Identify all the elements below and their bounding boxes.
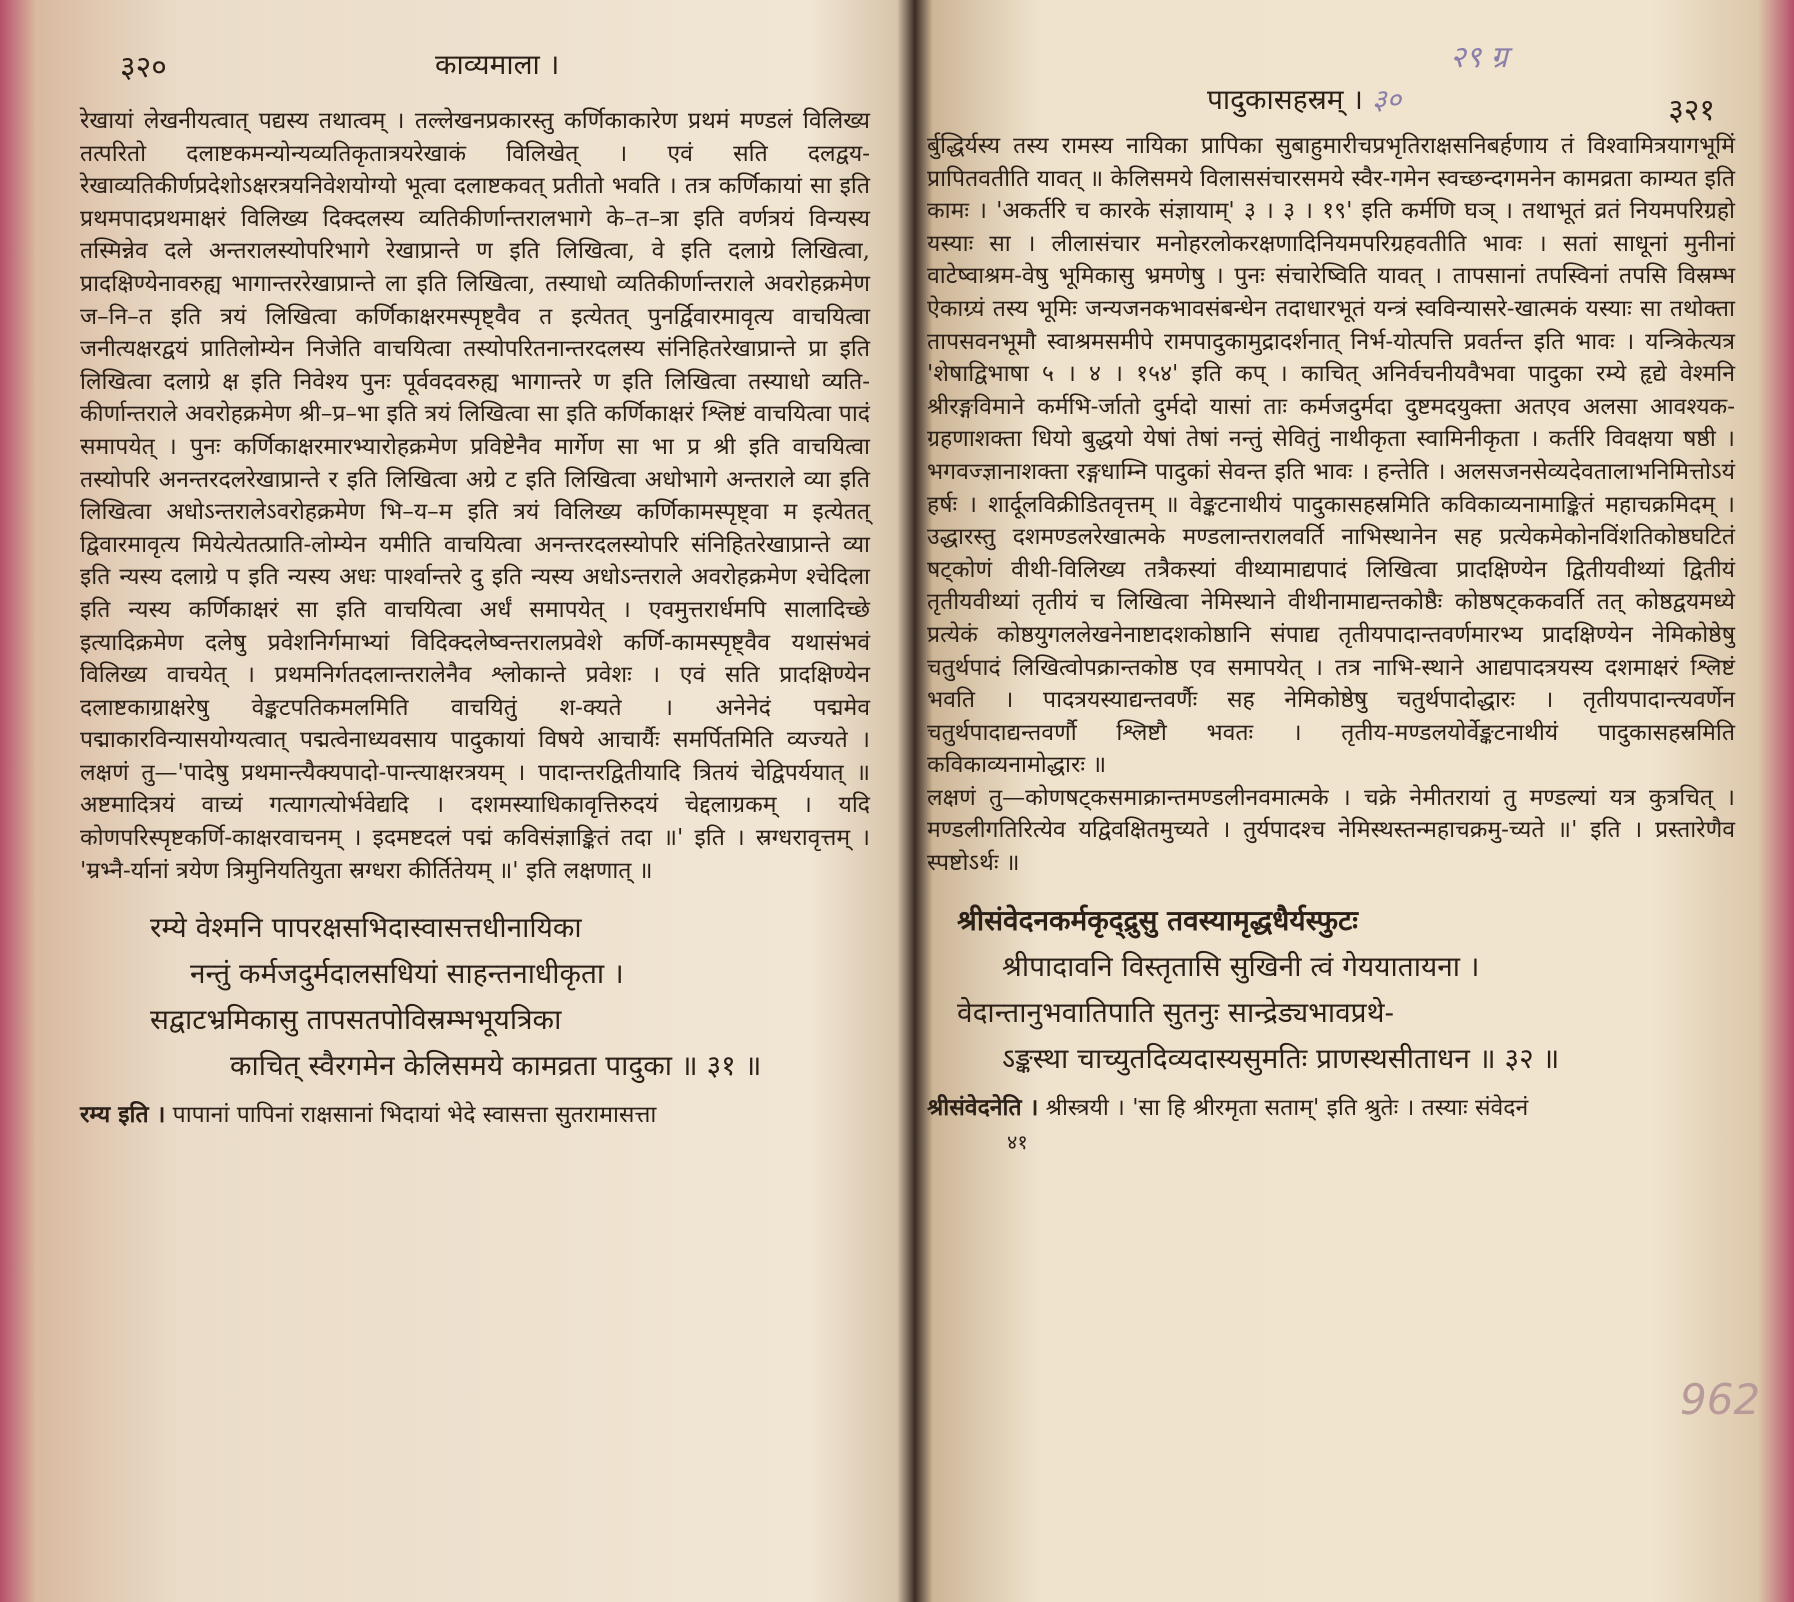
right-commentary-lemma: श्रीसंवेदनेति । [927, 1093, 1039, 1121]
pencil-folio-number: ३० [1371, 83, 1402, 116]
right-verse-line-4: ऽङ्कस्था चाच्युतदिव्यदास्यसुमतिः प्राणस्थसीताधन ॥ ३२ ॥ [1002, 1041, 1560, 1075]
right-commentary-text: र्बुद्धिर्यस्य तस्य रामस्य नायिका प्रापिका सुबाहुमारीचप्रभृतिराक्षसनिबर्हणाय तं विश्वामित्रयागभूमिं प्रापितवतीति यावत् ॥ केलिसमये विलाससंचारसमये स्वैर-गमेन स्वच्छन्दगमनेन कामव्रता काम्यत इति कामः । 'अकर्तरि च कारके संज्ञायाम्' ३ । ३ । १९' इति कर्मणि घञ् । तथाभूतं व्रतं नियमपरिग्रहो यस्याः सा । लीलासंचार मनोहरलोकरक्षणादिनियमपरिग्रहवतीति भावः । सतां साधूनां मुनीनां वाटेष्वाश्रम-वेषु भूमिकासु भ्रमणेषु । पुनः संचारेष्विति यावत् । तापसानां तपस्विनां तपसि विस्रम्भ ऐकाग्र्यं तस्य भूमिः जन्यजनकभावसंबन्धेन तदाधारभूतं यन्त्रं स्वविन्यासरे-खात्मकं यस्याः सा तथोक्ता तापसवनभूमौ स्वाश्रमसमीपे रामपादुकामुद्रादर्शनात् निर्भ-योत्पत्ति प्रवर्तन्त इति भावः । यन्त्रिकेत्यत्र 'शेषाद्विभाषा ५ । ४ । १५४' इति कप् । काचित् अनिर्वचनीयवैभवा पादुका रम्ये हृद्ये वेश्मनि श्रीरङ्गविमाने कर्मभि-र्जातो दुर्मदो यासां ताः कर्मजदुर्मदा दुष्टमदयुक्ता अतएव अलसा आवश्यक-ग्रहणाशक्ता धियो बुद्धयो येषां तेषां नन्तुं सेवितुं नाथीकृता स्वामिनीकृता । कर्तरि विवक्षया षष्ठी । भगवज्ज्ञानाशक्ता रङ्गधाम्नि पादुकां सेवन्त इति भावः । हन्तेति । अलसजनसेव्यदेवतालाभनिमित्तोऽयं हर्षः । शार्दूलविक्रीडितवृत्तम् ॥ वेङ्कटनाथीयं पादुकासहस्रमिति कविकाव्यनामाङ्कितं महाचक्रमिदम् । उद्धारस्तु दशमण्डलरेखात्मके मण्डलान्तरालवर्ति नाभिस्थानेन सह प्रत्येकमेकोनविंशतिकोष्ठघटितं षट्कोणं वीथी-विलिख्य तत्रैकस्यां वीथ्यामाद्यपादं लिखित्वा प्रादक्षिण्येन द्वितीयवीथ्यां द्वितीयं तृतीयवीथ्यां तृतीयं च लिखित्वा नेमिस्थाने वीथीनामाद्यन्तकोष्ठैः कोष्ठषट्ककवर्ति तत् कोष्ठद्वयमध्ये प्रत्येकं कोष्ठयुगललेखनेनाष्टादशकोष्ठानि संपाद्य तृतीयपादान्तवर्णमारभ्य प्रादक्षिण्येन नेमिकोष्ठेषु चतुर्थपादं लिखित्वोपक्रान्तकोष्ठ एव समापयेत् । तत्र नाभि-स्थाने आद्यपादत्रयस्य दशमाक्षरं श्लिष्टं भवति । पादत्रयस्याद्यन्तवर्णैः सह नेमिकोष्ठेषु चतुर्थपादोद्धारः । तृतीयपादान्त्यवर्णेन चतुर्थपादाद्यन्तवर्णौ श्लिष्टौ भवतः । तृतीय-मण्डलयोर्वेङ्कटनाथीयं पादुकासहस्रमिति कविकाव्यनामोद्धारः ॥ [927, 133, 1735, 779]
pencil-corner-note: २९ ग्र [1450, 40, 1508, 75]
left-page [40, 0, 900, 1602]
right-running-title-text: पादुकासहस्रम् । [1207, 83, 1364, 116]
left-page-number: ३२० [120, 50, 167, 85]
left-commentary [80, 105, 870, 887]
left-verse-line-2: नन्तुं कर्मजदुर्मदालसधियां साहन्तनाधीकृता । [190, 957, 624, 991]
left-running-head [80, 45, 870, 105]
left-verse-line-3: सद्वाटभ्रमिकासु तापसतपोविस्रम्भभूयत्रिका [150, 1003, 562, 1037]
left-verse [80, 905, 870, 1089]
signature-mark: ४१ [1007, 1130, 1028, 1155]
left-verse-line-4: काचित् स्वैरगमेन केलिसमये कामव्रता पादुका ॥ ३१ ॥ [230, 1049, 762, 1083]
left-commentary-start [80, 1099, 870, 1132]
right-laksana-text: लक्षणं तु—कोणषट्कसमाक्रान्तमण्डलीनवमात्मके । चक्रे नेमीतरायां तु मण्डल्यां यत्र कुत्रचित् । मण्डलीगतिरित्येव यद्विवक्षितमुच्यते । तुर्यपादश्च नेमिस्थस्तन्महाचक्रमु-च्यते ॥' इति । प्रस्तारेणैव स्पष्टोऽर्थः ॥ [927, 784, 1735, 877]
right-verse-line-2: श्रीपादावनि विस्तृतासि सुखिनी त्वं गेययातायना । [1002, 949, 1480, 983]
left-running-title: काव्यमाला । [435, 48, 560, 81]
right-commentary [927, 130, 1735, 880]
right-verse-line-3: वेदान्तानुभवातिपाति सुतनुः सान्द्रेड्यभावप्रथे- [957, 995, 1394, 1029]
left-commentary-lemma: रम्य इति । [80, 1101, 166, 1129]
left-commentary-start-text: पापानां पापिनां राक्षसानां भिदायां भेदे स्वासत्ता सुतरामासत्ता [165, 1102, 657, 1129]
left-verse-line-1: रम्ये वेश्मनि पापरक्षसभिदास्वासत्तधीनायिका [150, 911, 582, 945]
left-commentary-text: रेखायां लेखनीयत्वात् पद्यस्य तथात्वम् । तल्लेखनप्रकारस्तु कर्णिकाकारेण प्रथमं मण्डलं विलिख्य तत्परितो दलाष्टकमन्योन्यव्यतिकृतात्रयरेखाकं विलिखेत् । एवं सति दलद्वय-रेखाव्यतिकीर्णप्रदेशोऽक्षरत्रयनिवेशयोग्यो भूत्वा दलाष्टकवत् प्रतीतो भवति । तत्र कर्णिकायां सा इति प्रथमपादप्रथमाक्षरं विलिख्य दिक्दलस्य व्यतिकीर्णान्तरालभागे के–त–त्रा इति वर्णत्रयं विन्यस्य तस्मिन्नेव दले अन्तरालस्योपरिभागे रेखाप्रान्ते ण इति लिखित्वा, वे इति दलाग्रे लिखित्वा, प्रादक्षिण्येनावरुह्य भागान्तररेखाप्रान्ते ला इति लिखित्वा, तस्याधो व्यतिकीर्णान्तराले अवरोहक्रमेण ज–नि–त इति त्रयं लिखित्वा कर्णिकाक्षरमस्पृष्ट्वैव त इत्येतत् पुनर्द्विवारमावृत्य वाचयित्वा जनीत्यक्षरद्वयं प्रातिलोम्येन निजेति वाचयित्वा तस्योपरितनान्तरदलस्य संनिहितरेखाप्रान्ते प्रा इति लिखित्वा दलाग्रे क्ष इति निवेश्य पुनः पूर्ववदवरुह्य भागान्तरे ण इति लिखित्वा तस्याधो व्यति-कीर्णान्तराले अवरोहक्रमेण श्री–प्र–भा इति त्रयं लिखित्वा सा इति कर्णिकाक्षरं श्लिष्टं वाचयित्वा पादं समापयेत् । पुनः कर्णिकाक्षरमारभ्यारोहक्रमेण प्रविष्टेनैव मार्गेण सा भा प्र श्री इति वाचयित्वा तस्योपरि अनन्तरदलरेखाप्रान्ते र इति लिखित्वा अग्रे ट इति लिखित्वा अधोभागे अन्तराले व्या इति लिखित्वा अधोऽन्तरालेऽवरोहक्रमेण भि–य–म इति त्रयं विलिख्य कर्णिकामस्पृष्ट्वा म इत्येतत् द्विवारमावृत्य मियेत्येतत्प्राति-लोम्येन यमीति वाचयित्वा अनन्तरदलस्योपरि संनिहितरेखाप्रान्ते व्या इति न्यस्य दलाग्रे प इति न्यस्य अधः पार्श्वान्तरे दु इति न्यस्य अधोऽन्तराले अवरोहक्रमेण श्चेदिला इति न्यस्य कर्णिकाक्षरं सा इति वाचयित्वा अर्धं समापयेत् । एवमुत्तरार्धमपि सालादिच्छे इत्यादिक्रमेण दलेषु प्रवेशनिर्गमाभ्यां विदिक्दलेष्वन्तरालप्रवेशे कर्णि-कामस्पृष्ट्वैव यथासंभवं विलिख्य वाचयेत् । प्रथमनिर्गतदलान्तरालेनैव श्लोकान्ते प्रवेशः । एवं सति प्रादक्षिण्येन दलाष्टकाग्राक्षरेषु वेङ्कटपतिकमलमिति वाचयितुं श-क्यते । अनेनेदं पद्ममेव पद्माकारविन्यासयोग्यत्वात् पद्मत्वेनाध्यवसाय पादुकायां विषये आचार्यैः समर्पितमिति व्यज्यते । लक्षणं तु—'पादेषु प्रथमान्त्यैक्यपादो-पान्त्याक्षरत्रयम् । पादान्तरद्वितीयादि त्रितयं चेद्विपर्ययात् ॥ अष्टमादित्रयं वाच्यं गत्यागत्योर्भवेद्यदि । दशमस्याधिकावृत्तिरुदयं चेद्दलाग्रकम् । यदि कोणपरिस्पृष्टकर्णि-काक्षरवाचनम् । इदमष्टदलं पद्मं कविसंज्ञाङ्कितं तदा ॥' इति । स्रग्धरावृत्तम् । 'म्रभ्नै-र्यानां त्रयेण त्रिमुनियतियुता स्रग्धरा कीर्तितेयम् ॥' इति लक्षणात् ॥ [80, 108, 870, 884]
right-verse-line-1: श्रीसंवेदनकर्मकृद्द्रुसु तवस्यामृद्धधैर्यस्फुटः [957, 903, 1358, 937]
right-commentary-start [927, 1092, 1735, 1125]
right-running-head [927, 70, 1735, 130]
right-commentary-start-text: श्रीस्त्रयी । 'सा हि श्रीरमृता सताम्' इति श्रुतेः । तस्याः संवेदनं [1038, 1094, 1529, 1121]
right-page [915, 0, 1765, 1602]
right-page-number: ३२१ [1668, 93, 1715, 128]
right-running-title [1207, 80, 1401, 118]
right-verse [927, 898, 1735, 1082]
pencil-margin-note: 962 [1680, 1375, 1761, 1424]
